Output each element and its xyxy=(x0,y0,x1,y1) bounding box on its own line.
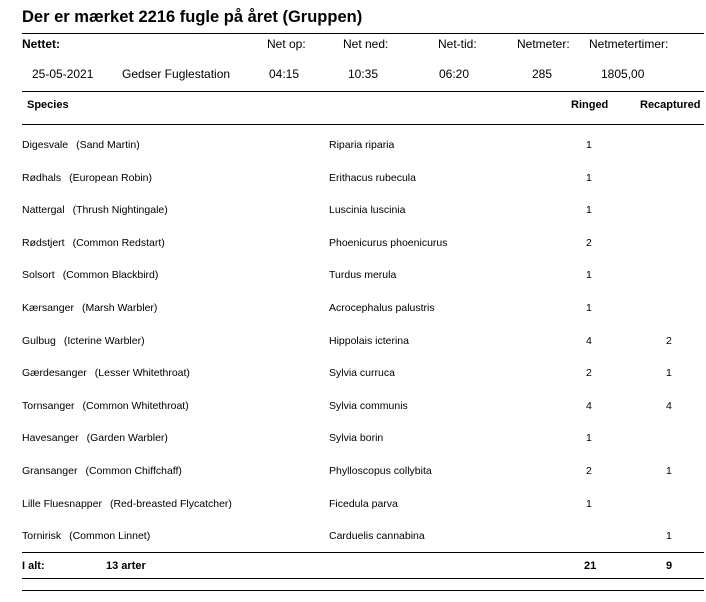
danish-name: Lille Fluesnapper xyxy=(22,497,102,510)
latin-name: Luscinia luscinia xyxy=(329,204,406,217)
species-name-cell xyxy=(22,465,182,477)
table-row xyxy=(0,432,706,452)
danish-name: Tornirisk xyxy=(22,530,62,543)
species-name-cell xyxy=(22,237,165,249)
species-name-cell xyxy=(22,335,145,347)
danish-name: Gransanger xyxy=(22,465,78,477)
table-row xyxy=(0,172,706,192)
table-row xyxy=(0,498,706,518)
net-station: Gedser Fuglestation xyxy=(122,67,231,81)
net-time-value: 06:20 xyxy=(439,67,470,81)
table-row xyxy=(0,465,706,485)
english-name: (Sand Martin) xyxy=(76,139,140,151)
latin-name: Turdus merula xyxy=(329,269,397,282)
recaptured-count: 1 xyxy=(666,530,672,543)
divider-top xyxy=(22,33,704,34)
species-name-cell xyxy=(22,204,168,216)
table-row xyxy=(0,204,706,224)
danish-name: Nattergal xyxy=(22,204,65,217)
english-name: (Common Linnet) xyxy=(69,530,151,543)
species-name-cell xyxy=(22,139,140,151)
recaptured-count: 1 xyxy=(666,465,672,477)
english-name: (Icterine Warbler) xyxy=(63,334,145,347)
species-name-cell xyxy=(22,530,150,542)
latin-name: Phylloscopus collybita xyxy=(329,465,432,477)
net-down-value: 10:35 xyxy=(348,67,379,81)
divider-columns xyxy=(22,124,704,125)
divider-total xyxy=(22,552,704,553)
ringed-count: 1 xyxy=(586,204,592,217)
table-row xyxy=(0,335,706,355)
table-row xyxy=(0,400,706,420)
species-name-cell xyxy=(22,367,190,379)
table-row xyxy=(0,367,706,387)
danish-name: Rødhals xyxy=(22,171,62,184)
table-row xyxy=(0,139,706,159)
latin-name: Acrocephalus palustris xyxy=(329,302,435,314)
net-meter-hours-value: 1805,00 xyxy=(601,67,645,81)
species-name-cell xyxy=(22,498,232,510)
english-name: (Red-breasted Flycatcher) xyxy=(109,497,232,510)
column-header-ringed: Ringed xyxy=(571,99,609,111)
page-title: Der er mærket 2216 fugle på året (Gruppen) xyxy=(22,8,363,26)
danish-name: Gærdesanger xyxy=(22,367,87,380)
total-species-count: 13 arter xyxy=(106,560,146,572)
recaptured-count: 2 xyxy=(666,334,672,347)
net-date: 25-05-2021 xyxy=(32,67,94,81)
danish-name: Tornsanger xyxy=(22,399,75,412)
ringed-count: 2 xyxy=(586,465,592,477)
species-name-cell xyxy=(22,269,158,281)
english-name: (Common Redstart) xyxy=(72,236,165,249)
ringed-count: 4 xyxy=(586,334,592,347)
english-name: (Common Chiffchaff) xyxy=(85,465,182,477)
danish-name: Havesanger xyxy=(22,432,79,445)
english-name: (Marsh Warbler) xyxy=(81,302,158,314)
net-down-header: Net ned: xyxy=(343,37,389,51)
species-name-cell xyxy=(22,172,152,184)
net-header: Nettet: xyxy=(22,37,60,51)
divider-bottom-1 xyxy=(22,578,704,579)
danish-name: Solsort xyxy=(22,269,55,282)
ringed-count: 1 xyxy=(586,432,592,445)
net-meters-header: Netmeter: xyxy=(517,37,570,51)
ringed-count: 2 xyxy=(586,236,592,249)
divider-bottom-2 xyxy=(22,590,704,591)
english-name: (Lesser Whitethroat) xyxy=(94,367,190,380)
danish-name: Rødstjert xyxy=(22,236,65,249)
english-name: (European Robin) xyxy=(69,171,152,184)
ringed-count: 1 xyxy=(586,171,592,184)
ringed-count: 1 xyxy=(586,302,592,314)
net-meters-value: 285 xyxy=(532,67,553,81)
danish-name: Gulbug xyxy=(22,334,56,347)
latin-name: Ficedula parva xyxy=(329,497,398,510)
table-row xyxy=(0,269,706,289)
table-row xyxy=(0,530,706,550)
net-meter-hours-header: Netmetertimer: xyxy=(589,37,669,51)
latin-name: Hippolais icterina xyxy=(329,334,409,347)
english-name: (Thrush Nightingale) xyxy=(72,204,168,217)
total-ringed: 21 xyxy=(584,560,597,572)
latin-name: Phoenicurus phoenicurus xyxy=(329,236,448,249)
column-header-species: Species xyxy=(27,99,69,111)
latin-name: Carduelis cannabina xyxy=(329,530,425,543)
english-name: (Garden Warbler) xyxy=(86,432,168,445)
ringed-count: 1 xyxy=(586,497,592,510)
recaptured-count: 4 xyxy=(666,399,672,412)
latin-name: Sylvia curruca xyxy=(329,367,395,380)
latin-name: Erithacus rubecula xyxy=(329,171,416,184)
ringed-count: 1 xyxy=(586,269,592,282)
total-label: I alt: xyxy=(22,560,45,572)
latin-name: Sylvia borin xyxy=(329,432,384,445)
english-name: (Common Blackbird) xyxy=(62,269,159,282)
net-time-header: Net-tid: xyxy=(438,37,477,51)
recaptured-count: 1 xyxy=(666,367,672,380)
column-header-recaptured: Recaptured xyxy=(640,99,701,111)
species-name-cell xyxy=(22,302,157,314)
latin-name: Sylvia communis xyxy=(329,399,408,412)
table-row xyxy=(0,302,706,322)
species-name-cell xyxy=(22,432,168,444)
danish-name: Digesvale xyxy=(22,139,69,151)
danish-name: Kærsanger xyxy=(22,302,74,314)
total-recaptured: 9 xyxy=(666,560,673,572)
net-up-value: 04:15 xyxy=(269,67,300,81)
ringed-count: 2 xyxy=(586,367,592,380)
divider-info xyxy=(22,91,704,92)
species-name-cell xyxy=(22,400,189,412)
table-row xyxy=(0,237,706,257)
ringed-count: 4 xyxy=(586,399,592,412)
english-name: (Common Whitethroat) xyxy=(82,399,189,412)
ringed-count: 1 xyxy=(586,139,592,151)
net-up-header: Net op: xyxy=(267,37,306,51)
latin-name: Riparia riparia xyxy=(329,139,395,151)
